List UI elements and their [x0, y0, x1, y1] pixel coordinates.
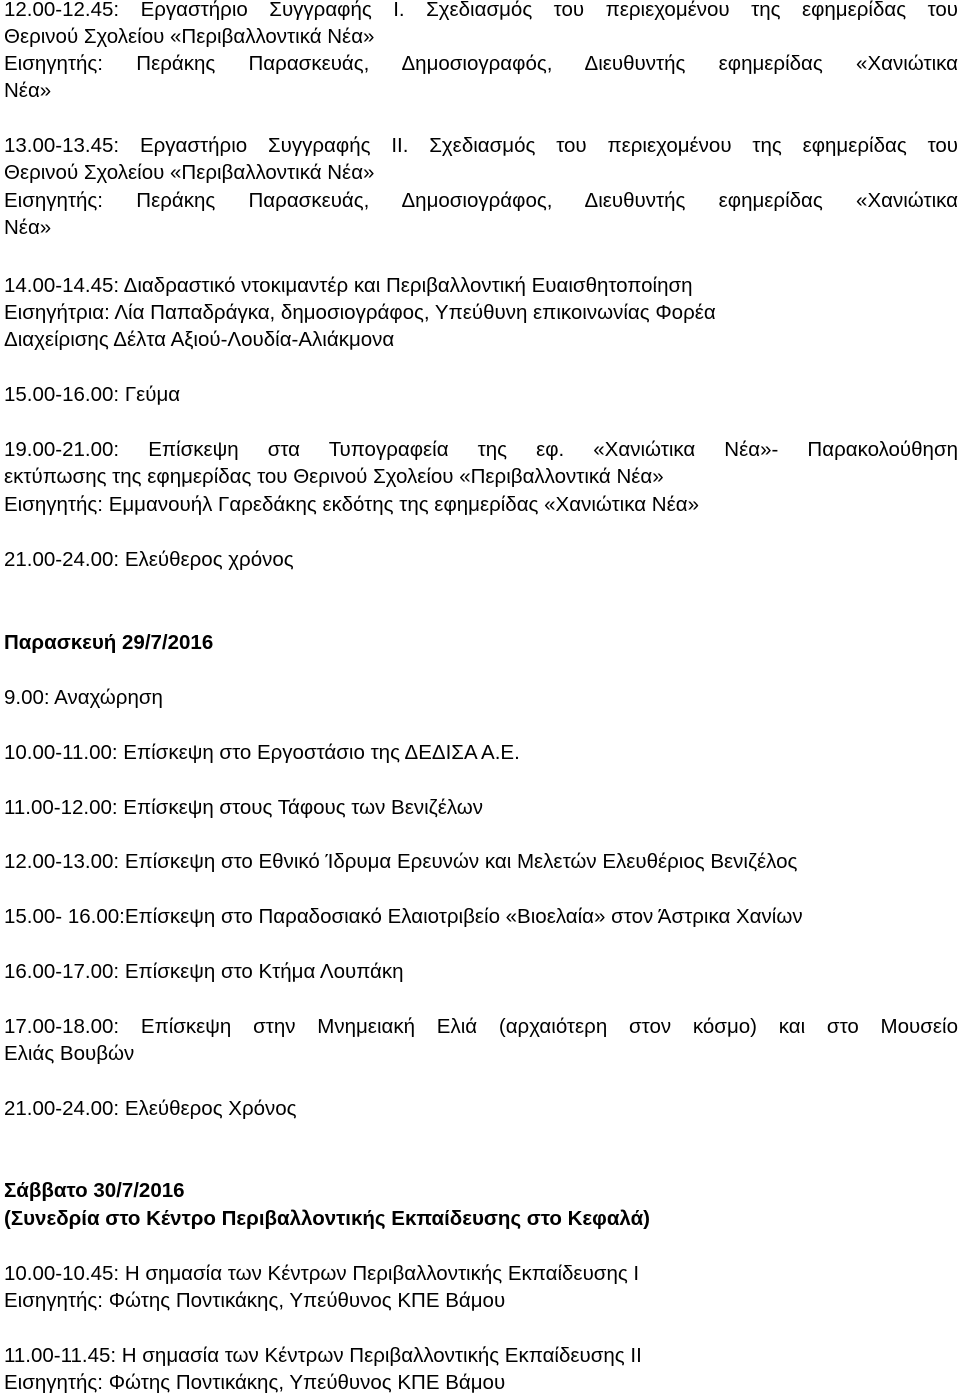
session-centers-1-title: 10.00-10.45: Η σημασία των Κέντρων Περιβαλλοντικής Εκπαίδευσης Ι: [4, 1262, 640, 1285]
visit-tombs-item: 11.00-12.00: Επίσκεψη στους Τάφους των Βενιζέλων: [4, 796, 484, 819]
session-documentary-title: 14.00-14.45: Διαδραστικό ντοκιμαντέρ και Περιβαλλοντική Ευαισθητοποίηση: [4, 274, 693, 297]
visit-estate-item: 16.00-17.00: Επίσκεψη στο Κτήμα Λουπάκη: [4, 960, 404, 983]
session-writing-2-title: 13.00-13.45: Εργαστήριο Συγγραφής ΙΙ. Σχεδιασμός του περιεχομένου της εφημερίδας του: [4, 134, 958, 157]
session-location-heading: (Συνεδρία στο Κέντρο Περιβαλλοντικής Εκπαίδευσης στο Κεφαλά): [4, 1207, 651, 1230]
session-writing-2-speaker: Εισηγητής: Περάκης Παρασκευάς, Δημοσιογράφος, Διευθυντής εφημερίδας «Χανιώτικα: [4, 189, 958, 212]
departure-item: 9.00: Αναχώρηση: [4, 686, 163, 709]
visit-olive-tree-title: 17.00-18.00: Επίσκεψη στην Μνημειακή Ελιά (αρχαιότερη στον κόσμο) και στο Μουσείο: [4, 1015, 958, 1038]
lunch-item: 15.00-16.00: Γεύμα: [4, 383, 181, 406]
session-documentary-speaker-cont: Διαχείρισης Δέλτα Αξιού-Λουδία-Αλιάκμονα: [4, 328, 395, 351]
session-centers-2-title: 11.00-11.45: Η σημασία των Κέντρων Περιβαλλοντικής Εκπαίδευσης ΙΙ: [4, 1344, 642, 1367]
session-centers-2-speaker: Εισηγητής: Φώτης Ποντικάκης, Υπεύθυνος ΚΠΕ Βάμου: [4, 1371, 506, 1394]
visit-foundation-item: 12.00-13.00: Επίσκεψη στο Εθνικό Ίδρυμα Ερευνών και Μελετών Ελευθέριος Βενιζέλος: [4, 850, 798, 873]
session-documentary-speaker: Εισηγήτρια: Λία Παπαδράγκα, δημοσιογράφος, Υπεύθυνη επικοινωνίας Φορέα: [4, 301, 716, 324]
free-time-item-1: 21.00-24.00: Ελεύθερος χρόνος: [4, 548, 294, 571]
day-heading-saturday: Σάββατο 30/7/2016: [4, 1179, 185, 1202]
visit-printing-title: 19.00-21.00: Επίσκεψη στα Τυπογραφεία της εφ. «Χανιώτικα Νέα»- Παρακολούθηση: [4, 438, 958, 461]
session-writing-1-speaker: Εισηγητής: Περάκης Παρασκευάς, Δημοσιογραφός, Διευθυντής εφημερίδας «Χανιώτικα: [4, 52, 958, 75]
visit-oil-mill-item: 15.00- 16.00:Επίσκεψη στο Παραδοσιακό Ελαιοτριβείο «Βιοελαία» στον Άστρικα Χανίων: [4, 905, 803, 928]
day-heading-friday: Παρασκευή 29/7/2016: [4, 631, 214, 654]
session-writing-2-speaker-cont: Νέα»: [4, 216, 52, 239]
session-writing-1-subtitle: Θερινού Σχολείου «Περιβαλλοντικά Νέα»: [4, 25, 375, 48]
visit-olive-tree-cont: Ελιάς Βουβών: [4, 1042, 135, 1065]
session-writing-1-speaker-cont: Νέα»: [4, 79, 52, 102]
visit-printing-speaker: Εισηγητής: Εμμανουήλ Γαρεδάκης εκδότης της εφημερίδας «Χανιώτικα Νέα»: [4, 493, 699, 516]
session-centers-1-speaker: Εισηγητής: Φώτης Ποντικάκης, Υπεύθυνος ΚΠΕ Βάμου: [4, 1289, 506, 1312]
session-writing-1-title: 12.00-12.45: Εργαστήριο Συγγραφής Ι. Σχεδιασμός του περιεχομένου της εφημερίδας του: [4, 0, 958, 21]
free-time-item-2: 21.00-24.00: Ελεύθερος Χρόνος: [4, 1097, 297, 1120]
visit-factory-item: 10.00-11.00: Επίσκεψη στο Εργοστάσιο της ΔΕΔΙΣΑ Α.Ε.: [4, 741, 520, 764]
visit-printing-desc: εκτύπωσης της εφημερίδας του Θερινού Σχολείου «Περιβαλλοντικά Νέα»: [4, 465, 664, 488]
session-writing-2-subtitle: Θερινού Σχολείου «Περιβαλλοντικά Νέα»: [4, 161, 375, 184]
